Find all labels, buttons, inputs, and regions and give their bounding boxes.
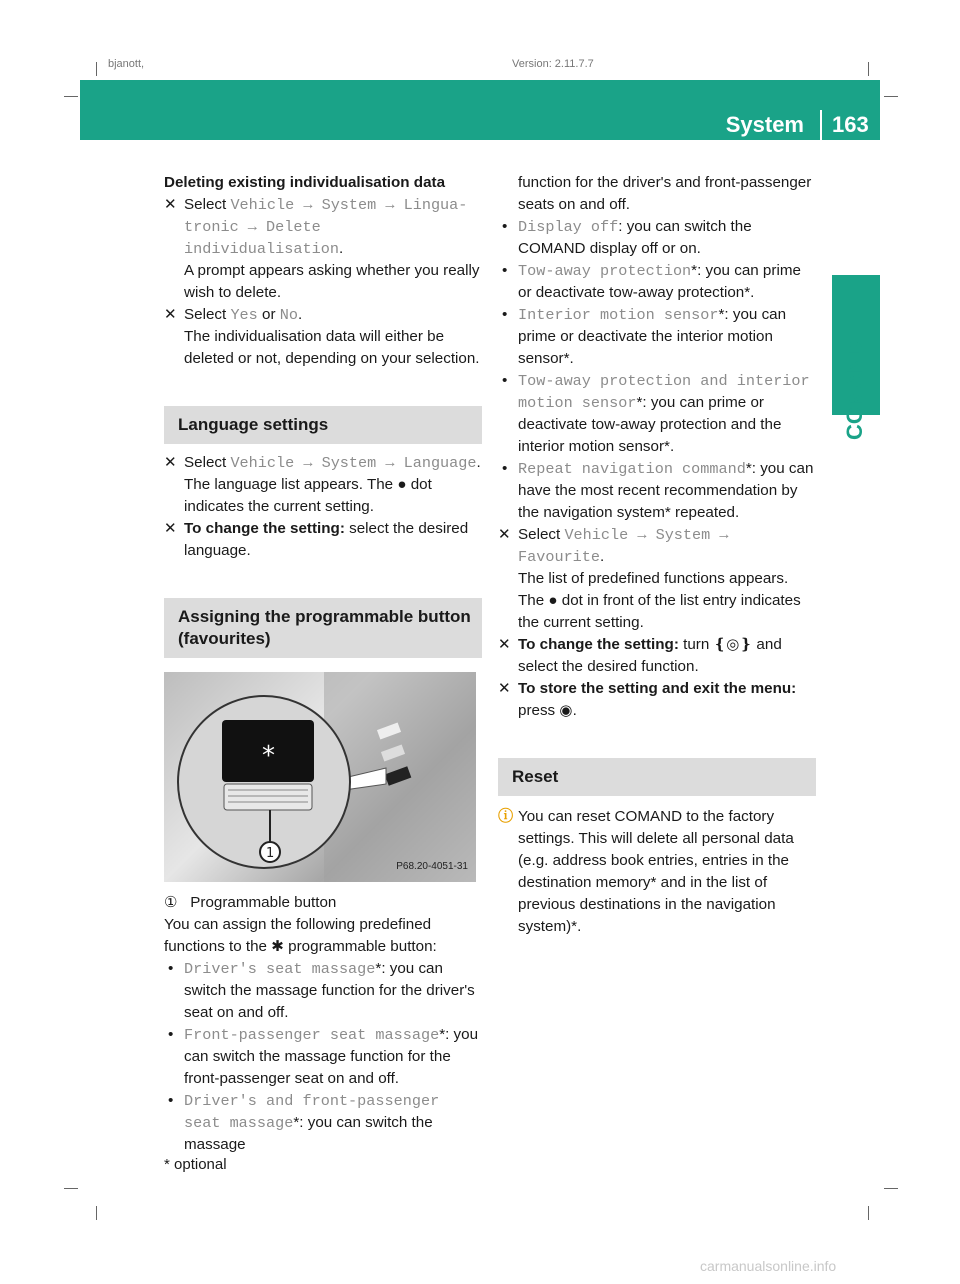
info-note: ⓘ You can reset COMAND to the factory settings. This will delete all personal data (e.g. address book entries, entries in the destination memory* and in the list of previous destinations in the navigation system)*. bbox=[498, 808, 794, 935]
instruction-step: ✕ Select Yes or No. The individualisation data will either be deleted or not, depending on your selection. bbox=[164, 306, 480, 367]
header-left-text: bjanott, bbox=[108, 58, 145, 70]
crop-mark bbox=[868, 62, 869, 76]
list-item: • Tow-away protection and interior motion sensor*: you can prime or deactivate tow-away protection and the interior motion sensor*. bbox=[502, 372, 810, 455]
step-result: The language list appears. The ● dot indicates the current setting. bbox=[184, 476, 432, 515]
list-item: • Repeat navigation command*: you can have the most recent recommendation by the navigation system* repeated. bbox=[502, 460, 814, 521]
photo-caption: ① Programmable button bbox=[164, 894, 337, 911]
list-item: • Driver's and front-passenger seat massage*: you can switch the massage bbox=[168, 1092, 440, 1153]
language-heading: Language settings bbox=[164, 406, 482, 444]
step-marker-icon: ✕ bbox=[164, 306, 177, 323]
callout-number: ① bbox=[164, 894, 178, 911]
assign-text: You can assign the following predefined functions to the ✱ programmable button: bbox=[164, 916, 437, 955]
menu-path: Vehicle → System → Favourite bbox=[518, 526, 729, 566]
crop-mark bbox=[884, 96, 898, 97]
left-column bbox=[164, 172, 482, 1156]
crop-mark bbox=[96, 1206, 97, 1220]
right-column bbox=[498, 172, 816, 938]
svg-text:*: * bbox=[262, 741, 275, 771]
section-title: System bbox=[725, 112, 804, 137]
instruction-step: ✕ To store the setting and exit the menu: press ◉. bbox=[498, 680, 797, 719]
crop-mark bbox=[868, 1206, 869, 1220]
step-marker-icon: ✕ bbox=[164, 454, 177, 471]
step-marker-icon: ✕ bbox=[164, 520, 177, 537]
crop-mark bbox=[884, 1188, 898, 1189]
step-result: The list of predefined functions appears. The ● dot in front of the list entry indicates the current setting. bbox=[518, 570, 801, 631]
list-item: • Driver's seat massage*: you can switch the massage function for the driver's seat on and off. bbox=[168, 960, 475, 1021]
instruction-step: ✕ Select Vehicle → System → Favourite. The list of predefined functions appears. The ● dot in front of the list entry indicates the current setting. bbox=[498, 526, 801, 631]
list-item: • Front-passenger seat massage*: you can switch the massage function for the front-passenger seat on and off. bbox=[168, 1026, 479, 1087]
header-version-text: Version: 2.11.7.7 bbox=[512, 58, 594, 70]
list-item: • Display off: you can switch the COMAND display off or on. bbox=[502, 218, 752, 257]
reset-heading: Reset bbox=[498, 758, 816, 796]
instruction-step: ✕ Select Vehicle → System → Lingua-tronic → Delete individualisation. A prompt appears asking whether you really wish to delete. bbox=[164, 196, 480, 301]
instruction-step: ✕ To change the setting: turn ❴◎❵ and select the desired function. bbox=[498, 636, 782, 675]
list-item: function for the driver's and front-passenger seats on and off. bbox=[518, 174, 812, 213]
instruction-step: ✕ Select Vehicle → System → Language. The language list appears. The ● dot indicates the current setting. bbox=[164, 454, 481, 515]
step-marker-icon: ✕ bbox=[498, 636, 511, 653]
footnote: * optional bbox=[164, 1156, 227, 1173]
crop-mark bbox=[64, 96, 78, 97]
programmable-button-photo bbox=[164, 672, 476, 882]
list-item: • Tow-away protection*: you can prime or deactivate tow-away protection*. bbox=[502, 262, 801, 301]
watermark: carmanualsonline.info bbox=[700, 1258, 837, 1274]
assign-heading: Assigning the programmable button (favourites) bbox=[164, 598, 482, 658]
crop-mark bbox=[96, 62, 97, 76]
step-marker-icon: ✕ bbox=[498, 680, 511, 697]
page-number: 163 bbox=[832, 112, 869, 137]
list-item: • Interior motion sensor*: you can prime or deactivate the interior motion sensor*. bbox=[502, 306, 787, 367]
crop-mark bbox=[64, 1188, 78, 1189]
step-marker-icon: ✕ bbox=[498, 526, 511, 543]
side-label: COMAND bbox=[842, 341, 867, 440]
instruction-step: ✕ To change the setting: select the desired language. bbox=[164, 520, 469, 559]
step-result: A prompt appears asking whether you really wish to delete. bbox=[184, 262, 480, 301]
svg-text:1: 1 bbox=[266, 846, 275, 861]
step-marker-icon: ✕ bbox=[164, 196, 177, 213]
delete-heading: Deleting existing individualisation data bbox=[164, 174, 446, 191]
header-divider bbox=[820, 110, 822, 140]
button-illustration bbox=[164, 672, 476, 882]
step-result: The individualisation data will either be deleted or not, depending on your selection. bbox=[184, 328, 480, 367]
menu-path: Vehicle → System → Language bbox=[230, 454, 477, 472]
menu-path: Vehicle → System → Lingua-tronic → Delete individualisation bbox=[184, 196, 468, 258]
photo-code: P68.20-4051-31 bbox=[396, 861, 468, 872]
info-icon: ⓘ bbox=[498, 808, 514, 825]
